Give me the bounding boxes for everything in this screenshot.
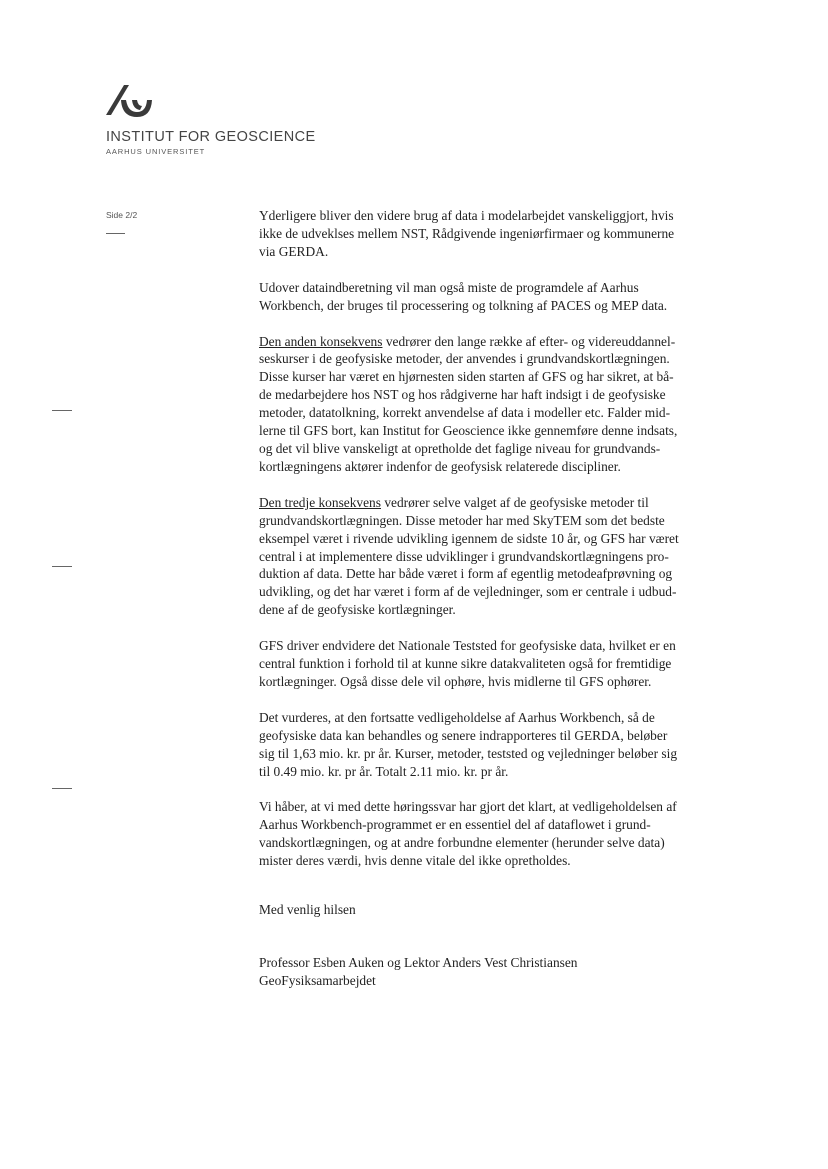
- paragraph-data-use: Yderligere bliver den videre brug af data i modelarbejdet vanskeliggjort, hvis ikke de udveklses mellem NST, Rådgivende ingeniørfirmaer og kommunerne via GERDA.: [259, 208, 675, 259]
- paragraph-test-site: GFS driver endvidere det Nationale Teststed for geofysiske data, hvilket er en central funktion i forhold til at kunne sikre datakvaliteten også for fremtidige kortlægninger. Også disse dele vil ophøre, hvis midlerne til GFS ophører.: [259, 638, 676, 689]
- paragraph-conclusion: Vi håber, at vi med dette høringssvar har gjort det klart, at vedligeholdelsen af Aarhus Workbench-programmet er en essentiel del af dataflowet i grund- vandskortlægningen, og at andre forbundne elementer (herunder selve data) mister deres værdi, hvis denne vitale del ikke opretholdes.: [259, 799, 677, 869]
- second-consequence-heading: Den anden konsekvens: [259, 333, 383, 349]
- paragraph-second-consequence: Den anden konsekvens vedrører den lange række af efter- og videreuddannel- seskurser i de geofysiske metoder, der anvendes i grundvandskortlægningen. Disse kurser har været en hjørnesten siden starten af GFS og har sikret, at bå- de medarbejdere hos NST og hos rådgiverne har haft indsigt i de geofysiske metoder, datatolkning, korrekt anvendelse af data i modeller etc. Falder mid- lerne til GFS bort, kan Institut for Geoscience ikke gennemføre denne indsats, og det vil blive vanskeligt at opretholde det faglige niveau for grundvands- kortlægningens aktører indenfor de geofysisk relaterede discipliner.: [259, 333, 678, 474]
- fold-mark: [52, 566, 72, 567]
- page-number-rule: [106, 233, 125, 234]
- fold-mark: [52, 788, 72, 789]
- page-number: Side 2/2: [106, 210, 138, 220]
- third-consequence-heading: Den tredje konsekvens: [259, 494, 381, 510]
- university-name: AARHUS UNIVERSITET: [106, 147, 206, 156]
- signature-block: [259, 954, 577, 990]
- institute-name: INSTITUT FOR GEOSCIENCE: [106, 129, 316, 145]
- signature-organization: GeoFysiksamarbejdet: [259, 973, 376, 988]
- letter-body: [259, 207, 729, 888]
- paragraph-costs: Det vurderes, at den fortsatte vedligeholdelse af Aarhus Workbench, så de geofysiske data kan behandles og senere indrapporteres til GERDA, beløber sig til 1,63 mio. kr. pr år. Kurser, metoder, teststed og vejledninger beløber sig til 0.49 mio. kr. pr år. Totalt 2.11 mio. kr. pr år.: [259, 709, 678, 779]
- paragraph-workbench-loss: Udover dataindberetning vil man også miste de programdele af Aarhus Workbench, der bruges til processering og tolkning af PACES og MEP data.: [259, 279, 668, 313]
- closing-greeting: Med venlig hilsen: [259, 902, 356, 917]
- signature-names: Professor Esben Auken og Lektor Anders Vest Christiansen: [259, 955, 578, 970]
- aarhus-university-logo: [104, 82, 174, 118]
- paragraph-third-consequence: Den tredje konsekvens vedrører selve valget af de geofysiske metoder til grundvandskortlægningen. Disse metoder har med SkyTEM som det bedste eksempel været i rivende udvikling igennem de sidste 10 år, og GFS har været central i at implementere disse udviklinger i grundvandskortlægningens pro- duktion af data. Dette har både været i form af egentlig metodeafprøvning og udvikling, og det har været i form af de vejledninger, som er centrale i udbud- dene af de geofysiske kortlægninger.: [259, 494, 679, 618]
- fold-mark: [52, 410, 72, 411]
